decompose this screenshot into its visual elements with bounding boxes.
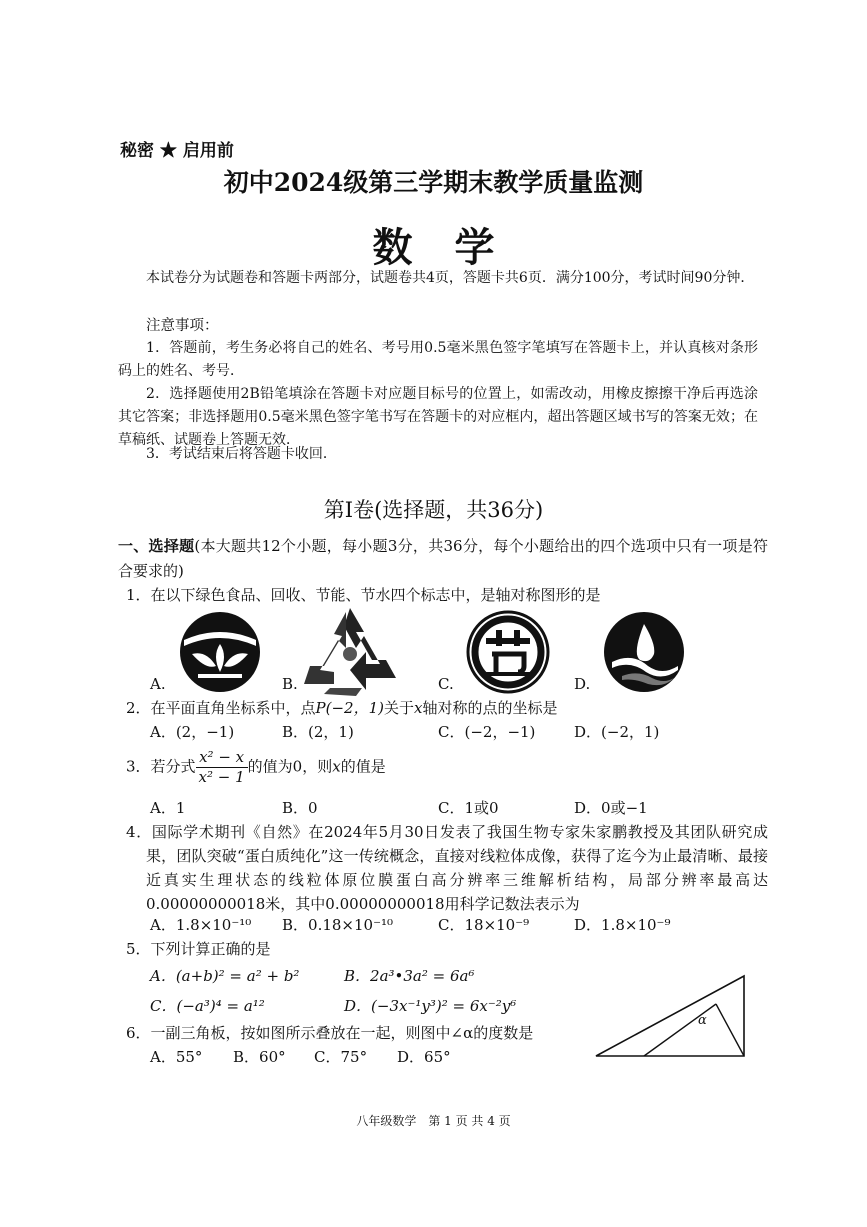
q6-option-d: D．65° — [397, 1048, 451, 1066]
angle-alpha-label: α — [698, 1013, 707, 1028]
section-label: 一、选择题 — [118, 537, 195, 555]
q5-option-d: D．(−3x⁻¹y³)² = 6x⁻²y⁶ — [344, 997, 517, 1015]
notes-heading: 注意事项： — [146, 318, 219, 334]
note-1: 1．答题前，考生务必将自己的姓名、考号用0.5毫米黑色签字笔填写在答题卡上，并认真核对条形码上的姓名、考号． — [118, 340, 758, 379]
q2-var: x — [414, 699, 423, 717]
q2-option-d: D．(−2，1) — [574, 723, 660, 741]
q2-stem-a: 2．在平面直角坐标系中，点 — [126, 699, 316, 717]
intro-paragraph: 本试卷分为试题卷和答题卡两部分，试题卷共4页，答题卡共6页．满分100分，考试时间90分钟． — [146, 270, 755, 286]
q3-suffix-b: 的值是 — [340, 757, 386, 776]
q2-option-a: A．(2，−1) — [150, 723, 235, 741]
q3-option-c: C．1或0 — [438, 799, 499, 817]
q5-option-c: C．(−a³)⁴ = a¹² — [150, 997, 265, 1015]
q3-denominator: x² − 1 — [198, 768, 245, 786]
q6-option-a: A．55° — [150, 1048, 203, 1066]
q2-point: P(−2，1) — [315, 699, 384, 717]
note-3: 3．考试结束后将答题卡收回． — [146, 446, 337, 462]
exam-title: 初中2024级第三学期末教学质量监测 — [223, 168, 644, 197]
section-heading — [118, 534, 768, 584]
subject-title: 数学 — [372, 224, 537, 271]
q4-option-c: C．18×10⁻⁹ — [438, 916, 530, 934]
q1-stem: 1．在以下绿色食品、回收、节能、节水四个标志中，是轴对称图形的是 — [126, 586, 601, 604]
q5-option-a: A．(a+b)² = a² + b² — [150, 967, 300, 985]
q2-stem-c: 轴对称的点的坐标是 — [422, 699, 558, 717]
q2-stem — [126, 697, 558, 718]
q1-option-d: D. — [574, 675, 591, 693]
q2-option-c: C．(−2，−1) — [438, 723, 536, 741]
energy-saving-logo-icon — [466, 610, 550, 694]
confidential-mark: 秘密 ★ 启用前 — [120, 141, 234, 161]
q3-stem — [126, 748, 386, 787]
q6-option-c: C．75° — [314, 1048, 368, 1066]
q3-option-d: D．0或−1 — [574, 799, 648, 817]
q1-option-b: B. — [282, 675, 298, 693]
q2-stem-b: 关于 — [384, 699, 415, 717]
q6-stem: 6．一副三角板，按如图所示叠放在一起，则图中∠α的度数是 — [126, 1024, 534, 1042]
q3-prefix: 3．若分式 — [126, 757, 196, 776]
recycle-logo-icon — [300, 604, 400, 696]
green-food-logo-icon — [178, 610, 262, 694]
page-footer: 八年级数学 第 1 页 共 4 页 — [356, 1114, 511, 1128]
q4-option-d: D．1.8×10⁻⁹ — [574, 916, 671, 934]
section-desc: (本大题共12个小题，每小题3分，共36分，每个小题给出的四个选项中只有一项是符合要求的) — [118, 537, 768, 580]
q4-stem: 4．国际学术期刊《自然》在2024年5月30日发表了我国生物专家朱家鹏教授及其团队研究成果，团队突破“蛋白质纯化”这一传统概念，直接对线粒体成像，获得了迄今为止最清晰、最接近真实生理状态的线粒体原位膜蛋白高分辨率三维解析结构，局部分辨率最高达0.00000000018米，其中0.00000000018用科学记数法表示为 — [126, 823, 768, 913]
q3-option-a: A．1 — [150, 799, 186, 817]
water-saving-logo-icon — [602, 610, 686, 694]
volume-heading: 第Ⅰ卷(选择题，共36分) — [323, 498, 544, 522]
q4-option-a: A．1.8×10⁻¹⁰ — [150, 916, 252, 934]
q5-stem: 5．下列计算正确的是 — [126, 940, 271, 958]
q3-suffix-a: 的值为0，则 — [247, 757, 333, 776]
q4-option-b: B．0.18×10⁻¹⁰ — [282, 916, 394, 934]
q3-fraction — [196, 748, 248, 787]
q2-option-b: B．(2，1) — [282, 723, 354, 741]
q5-option-b: B．2a³•3a² = 6a⁶ — [344, 967, 475, 985]
q6-option-b: B．60° — [233, 1048, 286, 1066]
note-2: 2．选择题使用2B铅笔填涂在答题卡对应题目标号的位置上，如需改动，用橡皮擦擦干净后再选涂其它答案；非选择题用0.5毫米黑色签字笔书写在答题卡的对应框内，超出答题区域书写的答案无效；在草稿纸、试题卷上答题无效． — [118, 386, 758, 448]
q3-numerator: x² − x — [196, 748, 248, 768]
set-squares-figure — [592, 972, 752, 1060]
q1-option-a: A. — [150, 675, 166, 693]
q1-option-c: C. — [438, 675, 454, 693]
q3-var: x — [332, 757, 341, 776]
q3-option-b: B．0 — [282, 799, 318, 817]
